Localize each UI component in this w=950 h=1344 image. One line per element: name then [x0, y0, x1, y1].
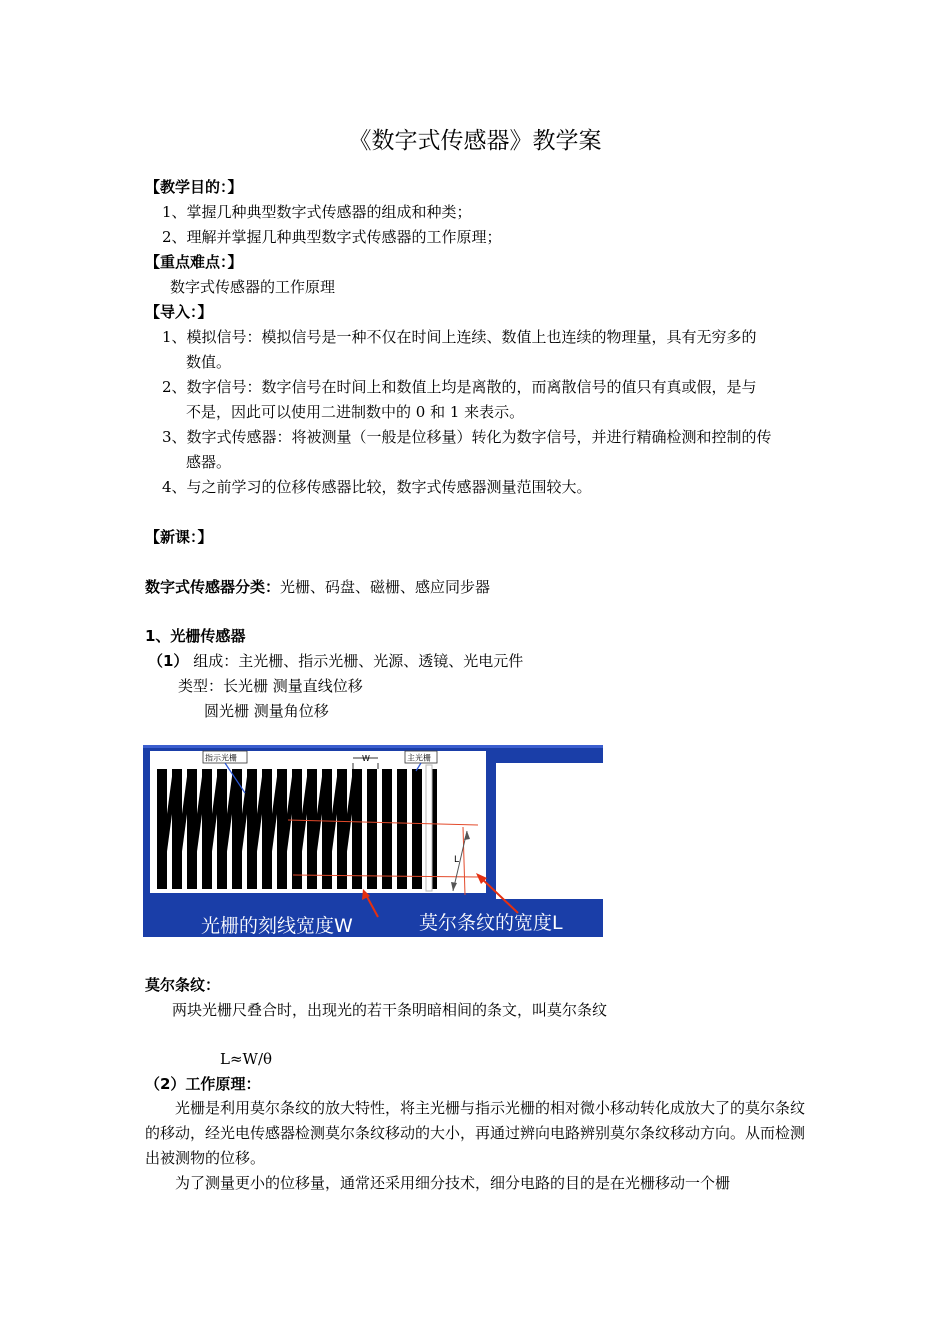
intro-item-1-line1: 1、模拟信号：模拟信号是一种不仅在时间上连续、数值上也连续的物理量，具有无穷多的 — [162, 328, 757, 346]
indicator-grating-label: 指示光栅 — [205, 753, 237, 763]
classification-text: 光栅、码盘、磁栅、感应同步器 — [280, 578, 491, 596]
objective-item-2: 2、理解并掌握几种典型数字式传感器的工作原理； — [162, 228, 502, 246]
intro-item-2-line2: 不是，因此可以使用二进制数中的 0 和 1 来表示。 — [186, 403, 525, 421]
intro-item-3-line2: 感器。 — [186, 453, 232, 471]
right-white-panel — [496, 763, 603, 899]
classification-line — [145, 577, 490, 597]
l-label: L — [454, 855, 460, 865]
moire-formula: L≈W/θ — [220, 1050, 273, 1068]
w-label: W — [362, 754, 370, 763]
caption-grating-width: 光栅的刻线宽度W — [201, 915, 353, 937]
new-lesson-heading: 【新课：】 — [145, 528, 213, 546]
grating-bar — [367, 769, 377, 889]
principle-heading: （2）工作原理： — [145, 1075, 261, 1093]
grating-bar — [412, 769, 422, 889]
composition-line — [148, 651, 523, 671]
type-circular-grating: 圆光栅 测量角位移 — [204, 702, 329, 720]
principle-paragraph-1: 光栅是利用莫尔条纹的放大特性，将主光栅与指示光栅的相对微小移动转化成放大了的莫尔条纹的移动，经光电传感器检测莫尔条纹移动的大小，再通过辨向电路辨别莫尔条纹移动方向。从而检测出被测物的位移。 — [145, 1099, 806, 1167]
key-points-heading: 【重点难点：】 — [145, 253, 243, 271]
intro-heading: 【导入：】 — [145, 303, 213, 321]
grating-figure — [143, 745, 603, 937]
grating-illustration — [143, 745, 603, 937]
intro-item-1-line2: 数值。 — [186, 353, 232, 371]
intro-item-3-line1: 3、数字式传感器：将被测量（一般是位移量）转化为数字信号，并进行精确检测和控制的传 — [162, 428, 772, 446]
principle-paragraph-2: 为了测量更小的位移量，通常还采用细分技术，细分电路的目的是在光栅移动一个栅 — [175, 1174, 731, 1192]
objectives-heading: 【教学目的：】 — [145, 178, 243, 196]
figure-top-edge — [143, 745, 603, 748]
caption-moire-width: 莫尔条纹的宽度L — [419, 912, 563, 934]
composition-text: 组成：主光栅、指示光栅、光源、透镜、光电元件 — [193, 652, 524, 670]
moire-heading: 莫尔条纹： — [145, 976, 221, 994]
intro-item-2-line1: 2、数字信号：数字信号在时间上和数值上均是离散的，而离散信号的值只有真或假，是与 — [162, 378, 757, 396]
key-points-text: 数字式传感器的工作原理 — [170, 278, 336, 296]
page-title: 《数字式传感器》教学案 — [348, 128, 602, 154]
intro-item-4: 4、与之前学习的位移传感器比较，数字式传感器测量范围较大。 — [162, 478, 592, 496]
main-grating-edge — [426, 765, 432, 891]
classification-label: 数字式传感器分类： — [145, 578, 281, 596]
grating-bar — [397, 769, 407, 889]
grating-heading: 1、光栅传感器 — [145, 627, 246, 645]
objective-item-1: 1、掌握几种典型数字式传感器的组成和种类； — [162, 203, 472, 221]
composition-number: （1） — [148, 652, 189, 670]
moire-definition: 两块光栅尺叠合时，出现光的若干条明暗相间的条文，叫莫尔条纹 — [172, 1001, 608, 1019]
type-long-grating: 类型：长光栅 测量直线位移 — [178, 677, 363, 695]
main-grating-label: 主光栅 — [407, 753, 431, 763]
grating-bar — [382, 769, 392, 889]
